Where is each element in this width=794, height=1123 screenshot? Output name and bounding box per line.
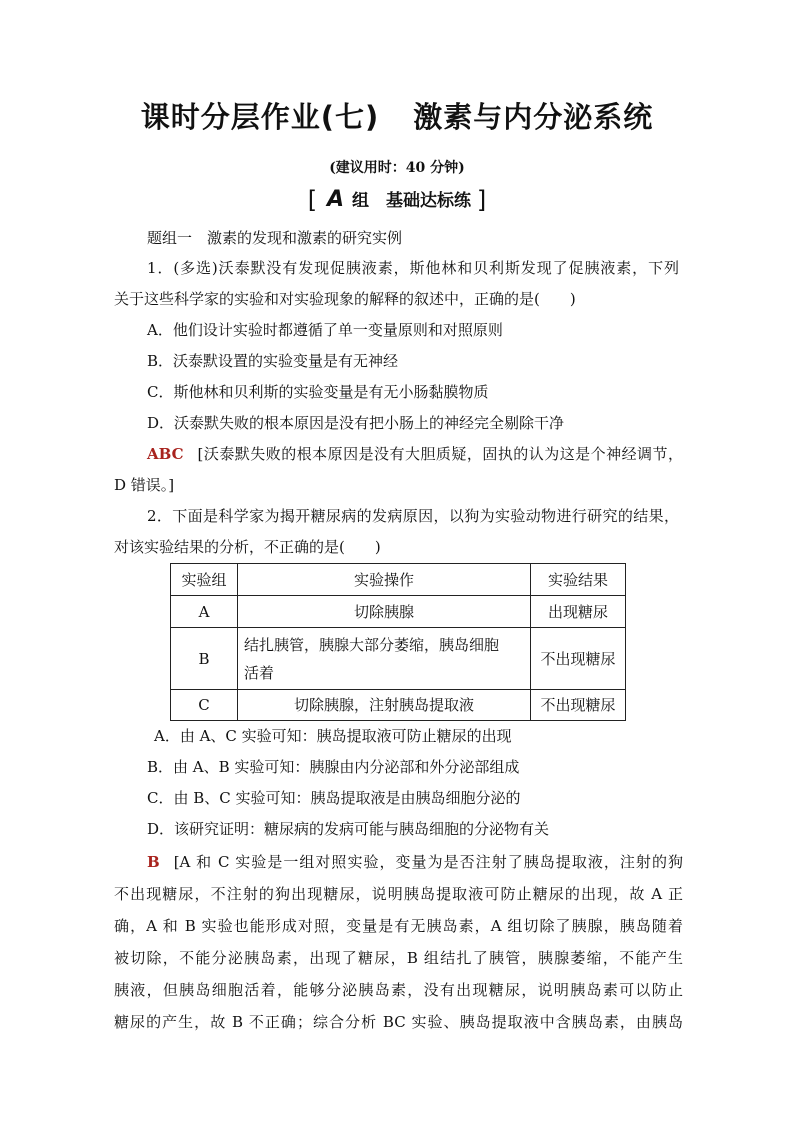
- q2-answer: B: [147, 853, 160, 871]
- q2-explanation-line1: [147, 852, 683, 872]
- table-header-cell: 实验操作: [238, 564, 531, 596]
- q1-option-b: B．沃泰默设置的实验变量是有无神经: [147, 352, 399, 370]
- table-cell-result: 不出现糖尿: [531, 690, 626, 721]
- section-heading: 题组一 激素的发现和激素的研究实例: [147, 229, 403, 247]
- experiment-table: [170, 563, 626, 721]
- title-main: 课时分层作业(七): [140, 100, 380, 134]
- q2-explanation-line3: 确，A 和 B 实验也能形成对照，变量是有无胰岛素，A 组切除了胰腺，胰岛随着: [114, 917, 683, 935]
- table-header-row: [171, 564, 626, 596]
- table-cell-operation: 切除胰腺: [238, 596, 531, 628]
- q1-explanation-line2: D 错误。]: [114, 476, 175, 494]
- table-row: [171, 690, 626, 721]
- q2-option-c: C．由 B、C 实验可知：胰岛提取液是由胰岛细胞分泌的: [147, 789, 521, 807]
- group-heading: [0, 186, 794, 214]
- table-header-cell: 实验结果: [531, 564, 626, 596]
- q2-option-a: A．由 A、C 实验可知：胰岛提取液可防止糖尿的出现: [154, 727, 512, 745]
- table-cell-result: 不出现糖尿: [531, 628, 626, 690]
- q1-stem-line2: 关于这些科学家的实验和对实验现象的解释的叙述中，正确的是( ): [114, 290, 576, 308]
- table-row: [171, 596, 626, 628]
- q2-option-d: D．该研究证明：糖尿病的发病可能与胰岛细胞的分泌物有关: [147, 820, 550, 838]
- q2-stem-line1: 2．下面是科学家为揭开糖尿病的发病原因，以狗为实验动物进行研究的结果，: [147, 507, 679, 525]
- group-bracket-open: [: [307, 186, 318, 214]
- table-cell-group: A: [171, 596, 238, 628]
- q1-answer: ABC: [147, 445, 184, 463]
- q1-stem-line1: 1．(多选)沃泰默没有发现促胰液素，斯他林和贝利斯发现了促胰液素，下列: [147, 259, 679, 277]
- q1-explanation-line1: [147, 444, 683, 464]
- operation-line1: 结扎胰管，胰腺大部分萎缩，胰岛细胞: [244, 635, 500, 654]
- table-cell-result: 出现糖尿: [531, 596, 626, 628]
- q1-option-d: D．沃泰默失败的根本原因是没有把小肠上的神经完全剔除干净: [147, 414, 565, 432]
- q2-explanation-line2: 不出现糖尿，不注射的狗出现糖尿，说明胰岛提取液可防止糖尿的出现，故 A 正: [114, 885, 683, 903]
- q2-option-b: B．由 A、B 实验可知：胰腺由内分泌部和外分泌部组成: [147, 758, 520, 776]
- q2-explanation-line5: 胰液，但胰岛细胞活着，能够分泌胰岛素，没有出现糖尿，说明胰岛素可以防止: [114, 981, 683, 999]
- table-cell-group: B: [171, 628, 238, 690]
- q1-option-a: A．他们设计实验时都遵循了单一变量原则和对照原则: [147, 321, 503, 339]
- suggested-time: (建议用时：40 分钟): [329, 160, 465, 176]
- q1-explanation-text: [沃泰默失败的根本原因是没有大胆质疑，固执的认为这是个神经调节，: [197, 445, 683, 463]
- q2-explanation-text: [A 和 C 实验是一组对照实验，变量为是否注射了胰岛提取液，注射的狗: [173, 853, 683, 871]
- q2-stem-line2: 对该实验结果的分析，不正确的是( ): [114, 538, 381, 556]
- table-cell-group: C: [171, 690, 238, 721]
- table-cell-operation: [238, 628, 531, 690]
- page-title: [0, 95, 794, 136]
- q2-explanation-line6: 糖尿的产生，故 B 不正确；综合分析 BC 实验、胰岛提取液中含胰岛素，由胰岛: [114, 1013, 683, 1031]
- table-header-cell: 实验组: [171, 564, 238, 596]
- title-topic: 激素与内分泌系统: [413, 100, 654, 134]
- table-row: [171, 628, 626, 690]
- q1-option-c: C．斯他林和贝利斯的实验变量是有无小肠黏膜物质: [147, 383, 489, 401]
- q2-explanation-line4: 被切除，不能分泌胰岛素，出现了糖尿，B 组结扎了胰管，胰腺萎缩，不能产生: [114, 949, 683, 967]
- operation-line2: 活着: [244, 663, 275, 682]
- group-bracket-close: ]: [476, 186, 487, 214]
- group-letter: A: [327, 187, 345, 212]
- table-cell-operation: 切除胰腺，注射胰岛提取液: [238, 690, 531, 721]
- group-name: 组 基础达标练: [351, 191, 471, 211]
